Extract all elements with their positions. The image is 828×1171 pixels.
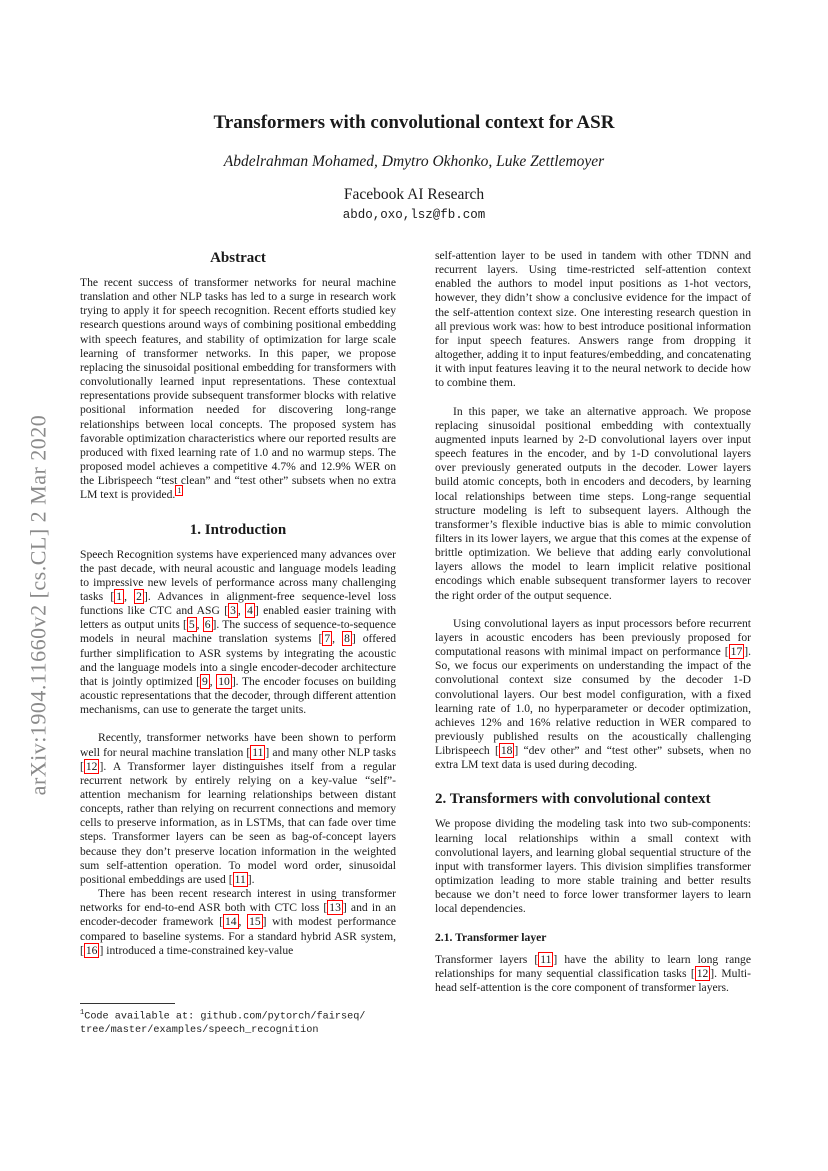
footnote-mark: 1 xyxy=(80,1009,85,1017)
text-run: ]. A Transformer layer distinguishes itself from a regular recurrent network by entirely relying on a key-value “self”-attention mechanism for learning relationships between distant concepts, rather than relying on recurrent connections and memory cells to preserve information, as in LSTMs, that can fade over time steps. Transformer layers can be seen as bag-of-concept layers because they don’t preserve location information in the weighted sum self-attention operation. To model word order, sinusoidal positional embeddings are used [ xyxy=(80,759,396,886)
abstract-text xyxy=(80,276,396,503)
citation-link[interactable]: 11 xyxy=(540,952,552,966)
citation-link[interactable]: 8 xyxy=(344,632,350,646)
text-run: ] and in an encoder-decoder framework [ xyxy=(80,901,396,929)
citation-link[interactable]: 11 xyxy=(252,745,264,759)
citation-link[interactable]: 1 xyxy=(116,589,123,603)
footnote-line-2[interactable]: tree/master/examples/speech_recognition xyxy=(80,1024,319,1036)
text-run: ]. Multi-head self-attention is the core component of transformer layers. xyxy=(435,966,751,995)
arxiv-stamp xyxy=(18,370,58,840)
text-run: ] introduced a time-constrained key-value xyxy=(99,943,294,957)
text-run: ] with modest performance compared to baseline systems. For a standard hybrid ASR system, [ xyxy=(80,915,397,957)
citation-link[interactable]: 6 xyxy=(204,618,211,632)
intro-paragraph-2 xyxy=(80,731,396,887)
abstract-heading: Abstract xyxy=(210,250,266,266)
text-run: ]. So, we focus our experiments on understanding the impact of the convolutional context size consumed by the decoder 1-D convolutional layers. Our best model configuration, with a fixed learning rate of 1.0, no hyperparameter or decoder optimization, achieves 12% and 16% relative reduction in WER compared to previously published results on the acoustically challenging Librispeech [ xyxy=(435,645,751,758)
text-run: , xyxy=(196,618,203,632)
text-run: ] have the ability to learn long range relationships for many sequential classification tasks [ xyxy=(435,952,752,980)
text-run: , xyxy=(209,674,217,688)
abstract-body: The recent success of transformer networks for neural machine translation and other NLP tasks has led to a surge in research work trying to apply it for speech recognition. Recent efforts studied key research questions around ways of combining positional embedding with speech features, and stability of optimization for large scale learning of transformer networks. In this paper, we propose replacing the sinusoidal positional embedding for transformers with convolutionally learned input representations. These contextual representations provide subsequent transformer blocks with relative positional information needed for discovering long-range relationships between local concepts. The proposed system has favorable optimization characteristics where our reported results are produced with fixed learning rate of 1.0 and no warmup steps. The proposed model achieves a competitive 4.7% and 12.9% WER on the Librispeech “test clean” and “test other” subsets when no extra LM text is provided. xyxy=(80,276,396,502)
intro-paragraph-3 xyxy=(80,887,396,958)
paper-affiliation: Facebook AI Research xyxy=(343,186,485,203)
citation-link[interactable]: 17 xyxy=(730,645,743,659)
footnote xyxy=(80,1007,400,1037)
citation-link[interactable]: 5 xyxy=(188,618,195,632)
footnote-link[interactable]: 1 xyxy=(177,486,182,496)
citation-link[interactable]: 12 xyxy=(85,759,98,773)
citation-link[interactable]: 2 xyxy=(136,589,142,603)
arxiv-stamp-text: arXiv:1904.11660v2 [cs.CL] 2 Mar 2020 xyxy=(25,414,51,796)
citation-link[interactable]: 14 xyxy=(224,915,237,929)
citation-link[interactable]: 3 xyxy=(230,604,236,618)
subsection-2-1-heading: 2.1. Transformer layer xyxy=(435,930,547,944)
text-run: Transformer layers [ xyxy=(435,952,539,966)
citation-link[interactable]: 10 xyxy=(218,674,230,688)
intro-right-paragraph-3 xyxy=(435,617,751,773)
citation-link[interactable]: 11 xyxy=(234,872,246,886)
citation-link[interactable]: 13 xyxy=(329,901,341,915)
text-run: Using convolutional layers as input processors before recurrent layers in acoustic encoders has been previously proposed for computational reasons with minimal impact on performance [ xyxy=(435,616,751,659)
text-run: , xyxy=(237,604,246,618)
citation-link[interactable]: 4 xyxy=(247,604,253,618)
right-column xyxy=(435,249,751,995)
paper-title: Transformers with convolutional context for ASR xyxy=(213,112,615,133)
text-run: ] “dev other” and “test other” subsets, when no extra LM text data is used during decoding. xyxy=(435,744,751,772)
citation-link[interactable]: 15 xyxy=(249,915,261,929)
text-run: ]. xyxy=(247,872,255,886)
left-column xyxy=(80,249,396,958)
text-run: ]. The encoder focuses on building acoustic representations that the decoder, through different attention mechanisms, can use to generate the target units. xyxy=(80,674,396,717)
citation-link[interactable]: 16 xyxy=(85,943,98,957)
section-2-paragraph-1: We propose dividing the modeling task into two sub-components: learning local relationships within a small context with convolutional layers, and learning global sequential structure of the input with transformer layers. This division simplifies transformer optimization leading to more stable training and better results because we don’t need to force lower transformer layers to learn local dependencies. xyxy=(435,817,751,916)
text-run: Speech Recognition systems have experienced many advances over the past decade, with neural acoustic and language models leading to impressive new levels of performance across many challenging tasks [ xyxy=(80,547,396,603)
footnote-rule xyxy=(80,1003,175,1004)
intro-heading: 1. Introduction xyxy=(189,521,287,538)
text-run: , xyxy=(332,632,343,646)
section-2-heading: 2. Transformers with convolutional context xyxy=(435,791,711,808)
text-run: Recently, transformer networks have been shown to perform well for neural machine translation [ xyxy=(80,731,396,759)
footnote-line-1 xyxy=(80,1007,400,1024)
text-run: ]. The success of sequence-to-sequence models in neural machine translation systems [ xyxy=(80,618,396,646)
text-run: ]. Advances in alignment-free sequence-level loss functions like CTC and ASG [ xyxy=(80,589,397,618)
paper-authors: Abdelrahman Mohamed, Dmytro Okhonko, Luke Zettlemoyer xyxy=(223,153,605,170)
citation-link[interactable]: 7 xyxy=(324,632,331,646)
citation-link[interactable]: 12 xyxy=(696,966,709,980)
citation-link[interactable]: 18 xyxy=(500,744,513,758)
text-run: ] and many other NLP tasks [ xyxy=(80,745,396,773)
subsection-2-1-paragraph xyxy=(435,953,751,995)
citation-link[interactable]: 9 xyxy=(201,674,208,688)
text-run: , xyxy=(124,589,135,603)
text-run: ] offered further simplification to ASR systems by integrating the acoustic and the language models into a single encoder-decoder architecture that is jointly optimized [ xyxy=(80,632,397,688)
text-run: ] enabled easier training with letters as output units [ xyxy=(80,604,396,632)
paper-email: abdo,oxo,lsz@fb.com xyxy=(342,208,486,222)
intro-paragraph-1 xyxy=(80,548,396,718)
footnote-text[interactable]: Code available at: github.com/pytorch/fairseq/ xyxy=(84,1011,366,1023)
intro-right-paragraph-2: In this paper, we take an alternative approach. We propose replacing sinusoidal positional embedding with contextually augmented inputs learned by 2-D convolutional layers over input speech features in the encoder, and by 1-D convolutional layers over previously generated outputs in the decoder. Lower layers build atomic concepts, both in encoders and decoders, by learning local relationships between time steps. Long-range sequential structure modeling is left to subsequent layers. Although the transformer’s flexible inductive bias is able to mimic convolution filters in its lower layers, we argue that this comes at the expense of brittle optimization. We believe that adding early convolutional layers allows the model to learn implicit relative positional encodings which enable subsequent transformer layers to recover the right order of the output sequence. xyxy=(435,404,751,602)
text-run: There has been recent research interest in using transformer networks for end-to-end ASR both with CTC loss [ xyxy=(80,887,396,915)
text-run: , xyxy=(238,915,248,929)
intro-right-paragraph-1: self-attention layer to be used in tandem with other TDNN and recurrent layers. Using time-restricted self-attention context enabled the authors to model input positions as 1-hot vectors, however, they didn’t show a conclusive evidence for the impact of the self-attention context size. One interesting research question in all previous work was: how to best introduce positional information for input speech features. Answers range from dropping it altogether, adding it to input features/embedding, and concatenating it with input features leaving it to the neural network to decide how to combine them. xyxy=(435,249,751,390)
